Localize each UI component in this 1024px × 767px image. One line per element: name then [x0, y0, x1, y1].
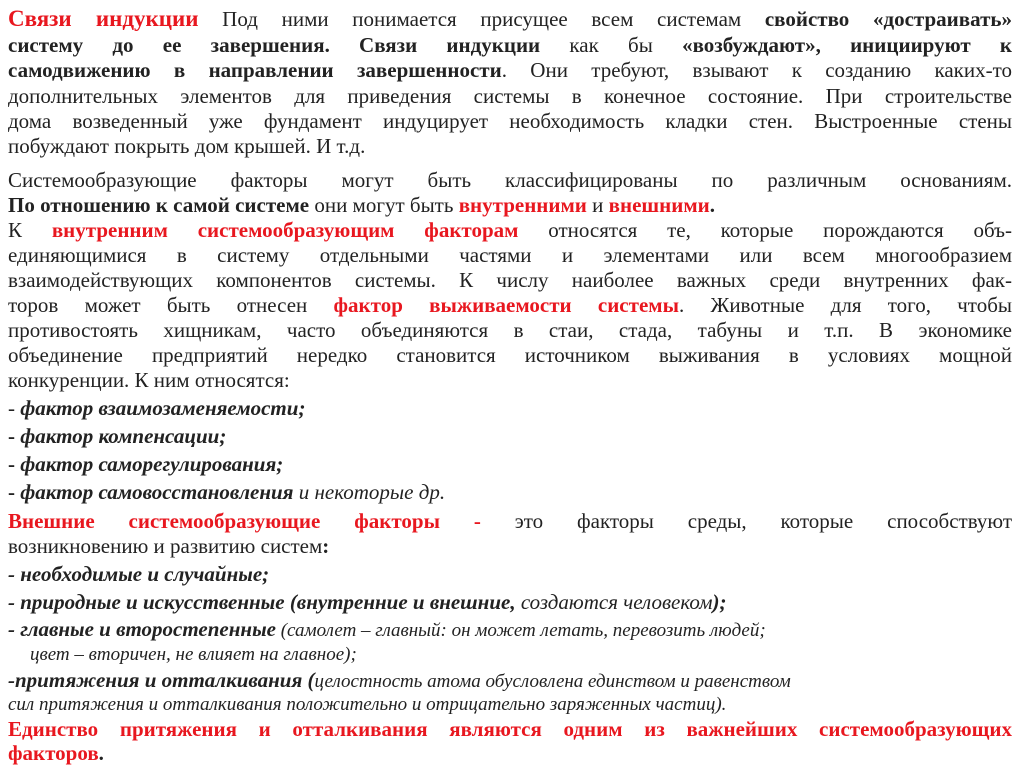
bold-text: По отношению к самой системе	[8, 193, 310, 217]
text-line: единяющимися в систему отдельными частями и элементами или всем многообразием	[8, 243, 1012, 267]
conclusion-line	[8, 741, 1012, 766]
term-external: внешними	[608, 193, 710, 217]
list-text: фактор саморегулирования;	[20, 452, 284, 476]
text: торов может быть отнесен	[8, 293, 334, 317]
text-line	[8, 6, 1012, 32]
text: К	[8, 218, 52, 242]
bold-text: самодвижению в направлении завершенности	[8, 58, 502, 82]
list-item	[8, 668, 1012, 694]
text-line	[8, 534, 1012, 559]
list-item	[8, 452, 1012, 477]
dash: -	[8, 452, 21, 476]
list-item: - необходимые и случайные;	[8, 562, 270, 586]
list-item	[8, 424, 1012, 449]
list-text: - природные и искусственные (внутренние и внешние,	[8, 590, 516, 614]
list-item	[8, 480, 1012, 505]
list-extra: создаются человеком	[515, 590, 713, 614]
text-line	[8, 58, 1012, 83]
list-text: );	[712, 590, 727, 614]
list-extra: целостность атома обусловлена единством и равенством	[314, 671, 791, 692]
conclusion-text: факторов	[8, 741, 99, 765]
text-line	[8, 193, 1012, 218]
text: возникновению и развитию систем	[8, 534, 323, 558]
text: как бы	[540, 33, 683, 57]
text-line: конкуренции. К ним относятся:	[8, 368, 290, 392]
list-text: - главные и второстепенные	[8, 617, 276, 641]
list-item-continuation: сил притяжения и отталкивания положительно и отрицательно заряженных частиц).	[8, 694, 727, 715]
text: относятся те, которые порождаются объ-	[518, 218, 1013, 242]
text: это факторы среды, которые способствуют	[514, 509, 1012, 533]
list-item-continuation: цвет – вторичен, не влияет на главное);	[30, 644, 357, 665]
text: .	[709, 193, 715, 217]
list-text: фактор самовосстановления	[20, 480, 294, 504]
dash: -	[8, 480, 21, 504]
text-line: побуждают покрыть дом крышей. И т.д.	[8, 134, 366, 158]
list-extra: (самолет – главный: он может летать, перевозить людей;	[275, 620, 766, 641]
text: .	[98, 741, 104, 765]
text-line: объединение предприятий нередко становится источником выживания в условиях мощной	[8, 343, 1012, 367]
text-line: дополнительных элементов для приведения системы в конечное состояние. При строительстве	[8, 84, 1012, 108]
bold-text: систему до ее завершения. Связи индукции	[8, 33, 541, 57]
dash: -	[8, 424, 21, 448]
bold-text: «возбуждают», инициируют к	[682, 33, 1013, 57]
text: они могут быть	[309, 193, 459, 217]
list-text: -притяжения и отталкивания (	[8, 668, 315, 692]
dash: -	[8, 396, 21, 420]
term-induction: Связи индукции	[8, 6, 199, 31]
bold-text: свойство «достраивать»	[764, 7, 1012, 31]
text-line: противостоять хищникам, часто объединяются в стаи, стада, табуны и т.п. В экономике	[8, 318, 1012, 342]
text-line	[8, 293, 1012, 318]
text: . Животные для того, чтобы	[678, 293, 1012, 317]
list-extra: и некоторые др.	[293, 480, 446, 504]
text-line	[8, 218, 1012, 243]
term-internal: внутренними	[458, 193, 587, 217]
text-line	[8, 509, 1012, 534]
text: :	[322, 534, 330, 558]
conclusion-line: Единство притяжения и отталкивания являются одним из важнейших системообразующих	[8, 717, 1012, 741]
list-text: фактор компенсации;	[20, 424, 227, 448]
text: и	[586, 193, 609, 217]
text-line: Системообразующие факторы могут быть классифицированы по различным основаниям.	[8, 168, 1012, 192]
text-line: взаимодействующих компонентов системы. К числу наиболее важных среди внутренних фак-	[8, 268, 1012, 292]
term-survival: фактор выживаемости системы	[333, 293, 679, 317]
term-internal-factors: внутренним системообразующим факторам	[51, 218, 519, 242]
text: Под ними понимается присущее всем системам	[198, 7, 765, 31]
text-line	[8, 33, 1012, 58]
list-item	[8, 617, 1012, 643]
text: . Они требуют, взывают к созданию каких-то	[501, 58, 1012, 82]
list-text: фактор взаимозаменяемости;	[20, 396, 306, 420]
list-item	[8, 396, 1012, 421]
text-line: дома возведенный уже фундамент индуцирует необходимость кладки стен. Выстроенные стены	[8, 109, 1012, 133]
term-external-factors: Внешние системообразующие факторы -	[8, 509, 515, 533]
list-item	[8, 590, 1012, 615]
